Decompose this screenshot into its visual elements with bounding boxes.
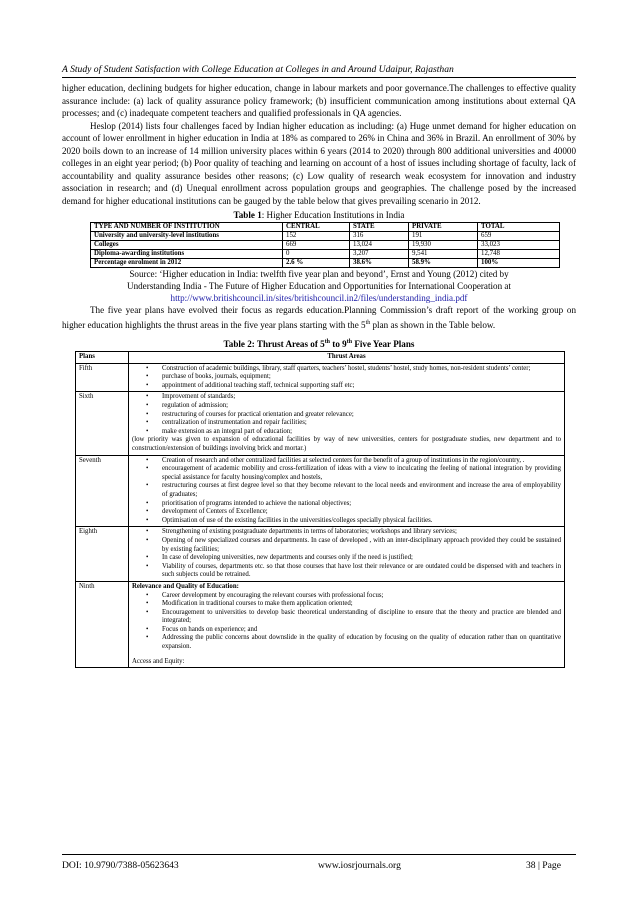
table1-cell: University and university-level institutions (91, 232, 283, 241)
table1-header-cell: TYPE AND NUMBER OF INSTITUTION (91, 223, 283, 232)
table1-cell: 152 (283, 232, 350, 241)
table-row (91, 241, 560, 250)
plan-name: Sixth (76, 392, 129, 455)
table1-cell: 9,541 (409, 250, 478, 259)
list-item: • prioritisation of programs intended to achieve the national objectives; (132, 500, 561, 509)
list-item: • centralization of instrumentation and repair facilities; (132, 419, 561, 428)
table2-caption-part: Five Year Plans (352, 339, 415, 350)
table1-cell: 2.6 % (283, 259, 350, 268)
table1-cell: 316 (350, 232, 409, 241)
list-item: • purchase of books, journals, equipment; (132, 373, 561, 382)
thrust-cell (129, 455, 565, 527)
table1-cell: 38.6% (350, 259, 409, 268)
list-item: • Viability of courses, departments etc. so that those courses that have lost their relevance or are outdated could be dispensed with and teachers in such subjects could be retrained. (132, 563, 561, 580)
list-item: • make extension as an integral part of education; (132, 428, 561, 437)
list-item: • development of Centers of Excellence; (132, 508, 561, 517)
thrust-cell (129, 363, 565, 392)
superscript: th (324, 339, 331, 346)
table-row (76, 363, 565, 392)
source-link[interactable]: http://www.britishcouncil.in/sites/britishcouncil.in2/files/understanding_india.pdf (170, 293, 468, 303)
access-equity-label: Access and Equity: (132, 657, 185, 665)
list-item: • In case of developing universities, new departments and courses only if the need is justified; (132, 554, 561, 563)
table-row (91, 250, 560, 259)
table1-cell: Colleges (91, 241, 283, 250)
footer-rule (62, 854, 576, 855)
list-item: • restructuring of courses for practical orientation and greater relevance; (132, 411, 561, 420)
ninth-plan-heading: Relevance and Quality of Education: (132, 582, 239, 590)
table1-cell: 19,930 (409, 241, 478, 250)
table1-header-cell: TOTAL (478, 223, 560, 232)
list-item: • Modification in traditional courses to make them application oriented; (132, 600, 561, 609)
paragraph-3 (62, 304, 576, 331)
table-row (76, 581, 565, 667)
table1-cell: Diploma-awarding institutions (91, 250, 283, 259)
table1-cell: Percentage enrolment in 2012 (91, 259, 283, 268)
table2 (75, 351, 565, 668)
source-line: Understanding India - The Future of Higher Education and Opportunities for International Cooperation at (127, 281, 511, 291)
list-item: • Optimisation of use of the existing facilities in the universities/colleges specially physical facilities. (132, 517, 561, 526)
table-row (91, 232, 560, 241)
table1-header-row (91, 223, 560, 232)
list-item: • Creation of research and other centralized facilities at selected centers for the benefit of a group of institutions in the region/country, . (132, 457, 561, 466)
thrust-cell (129, 527, 565, 582)
table1-header-cell: STATE (350, 223, 409, 232)
footer-page: 38 | Page (526, 860, 561, 871)
source-line: Source: ‘Higher education in India: twelfth five year plan and beyond’, Ernst and Young (2012) cited by (129, 269, 509, 279)
footer-site[interactable]: www.iosrjournals.org (318, 860, 401, 871)
table1-cell: 100% (478, 259, 560, 268)
list-item: • appointment of additional teaching staff, technical supporting staff etc; (132, 382, 561, 391)
plan-name: Seventh (76, 455, 129, 527)
list-item: • Encouragement to universities to develop basic theoretical understanding of discipline to ensure that the theory and practice are blended and integrated; (132, 609, 561, 626)
paragraph-3-text: The five year plans have evolved their focus as regards education.Planning Commission’s draft report of the working group on higher education highlights the thrust areas in the five year plans starting with the 5 (62, 305, 576, 330)
table1-cell: 12,748 (478, 250, 560, 259)
plan-name: Eighth (76, 527, 129, 582)
table2-caption-part: to 9 (330, 339, 347, 350)
thrust-cell (129, 581, 565, 667)
table-row (76, 392, 565, 455)
sixth-plan-note: (low priority was given to expansion of educational facilities by way of new universities, centers for postgraduate studies, new department and to construction/extension of buildings involving brick and mortar.) (132, 436, 561, 452)
table2-header-thrust: Thrust Areas (129, 352, 565, 364)
list-item: • restructuring courses at first degree level so that they become relevant to the local needs and environment and increase the area of employability of graduates; (132, 482, 561, 499)
table1-cell: 0 (283, 250, 350, 259)
table2-caption-part: Table 2: Thrust Areas of 5 (223, 339, 325, 350)
plan-name: Ninth (76, 581, 129, 667)
superscript: th (365, 319, 371, 326)
footer-doi: DOI: 10.9790/7388-05623643 (62, 860, 179, 871)
list-item: • Career development by encouraging the relevant courses with professional focus; (132, 592, 561, 601)
running-header: A Study of Student Satisfaction with College Education at Colleges in and Around Udaipur, Rajasthan (62, 64, 454, 75)
table-row (76, 455, 565, 527)
header-rule (62, 77, 576, 78)
table1-caption-text: : Higher Education Institutions in India (261, 210, 405, 220)
table1-source (62, 268, 576, 304)
table1-cell: 13,024 (350, 241, 409, 250)
thrust-cell (129, 392, 565, 455)
table1-cell: 58.9% (409, 259, 478, 268)
table1-cell: 669 (283, 241, 350, 250)
table1-cell: 33,023 (478, 241, 560, 250)
table1-cell: 3,207 (350, 250, 409, 259)
list-item: • encouragement of academic mobility and cross-fertilization of ideas with a view to inculcating the feeling of national integration by providing special assistance for faculty housing/complex and hostels, (132, 465, 561, 482)
table1 (90, 222, 560, 268)
paragraph-2: Heslop (2014) lists four challenges faced by Indian higher education as including: (a) Huge unmet demand for higher education on account of lower enrollment in higher education in India at 18% as compared to 26% in China and 36% in Brazil. An enrollment of 30% by 2020 boils down to an increase of 14 million university places within 6 years (2014 to 2020) through 800 additional universities and 40000 colleges in an eight year period; (b) Poor quality of teaching and learning on account of a host of issues including shortage of faculty, lack of accountability and quality assurance besides other reasons; (c) Low quality of research weak ecosystem for innovation and industry association in research; and (d) Unequal enrollment across population groups and geographies. The challenge posed by the increased demand for higher educational institutions can be gauged by the table below that gives prevailing scenario in 2012. (62, 120, 576, 206)
table-row (91, 259, 560, 268)
table2-caption (62, 336, 576, 350)
table1-caption-label: Table 1 (233, 210, 262, 220)
plan-name: Fifth (76, 363, 129, 392)
table1-caption (62, 209, 576, 221)
table1-cell: 191 (409, 232, 478, 241)
table1-header-cell: PRIVATE (409, 223, 478, 232)
list-item: • regulation of admission; (132, 402, 561, 411)
superscript: th (346, 339, 353, 346)
list-item: • Opening of new specialized courses and departments. In case of developed , with an inter-disciplinary approach provided they could be sustained by existing facilities; (132, 537, 561, 554)
list-item: • Addressing the public concerns about downslide in the quality of education by focusing on the quality of education rather than on quantitative expansion. (132, 634, 561, 651)
table1-header-cell: CENTRAL (283, 223, 350, 232)
paragraph-1: higher education, declining budgets for higher education, change in labour markets and poor governance.The challenges to effective quality assurance include: (a) lack of quality assurance policy framework; (b) insufficient communication among institutions about external QA processes; and (c) inadequate competent teachers and qualified professionals in QA agencies. (62, 83, 576, 118)
table1-cell: 659 (478, 232, 560, 241)
paragraph-3-text-end: plan as shown in the Table below. (370, 319, 496, 330)
table-row (76, 527, 565, 582)
list-item: • Focus on hands on experience; and (132, 626, 561, 635)
list-item: • Strengthening of existing postgraduate departments in terms of laboratories; workshops and library services; (132, 528, 561, 537)
list-item: • Construction of academic buildings, library, staff quarters, teachers’ hostel, students’ hostel, study homes, non-resident students’ center; (132, 365, 561, 374)
table2-header-row (76, 352, 565, 364)
list-item: • Improvement of standards; (132, 393, 561, 402)
table2-header-plans: Plans (76, 352, 129, 364)
article-body (62, 82, 576, 668)
